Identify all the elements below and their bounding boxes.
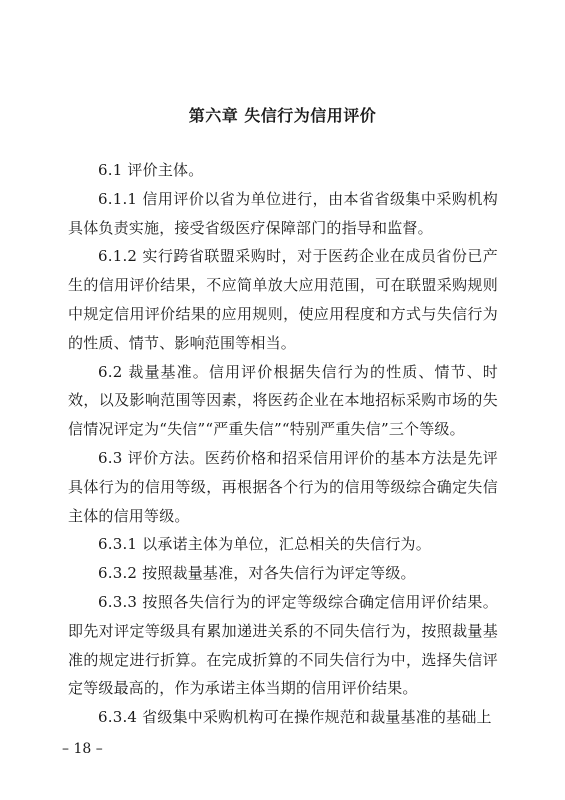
document-body — [68, 156, 498, 732]
page-number: – 18 – — [62, 741, 103, 757]
paragraph-6-2: 6.2 裁量基准。信用评价根据失信行为的性质、情节、时效，以及影响范围等因素，将医药企业在本地招标采购市场的失信情况评定为“失信”“严重失信”“特别严重失信”三个等级。 — [68, 362, 498, 439]
paragraph-6-1: 6.1 评价主体。 — [98, 161, 204, 179]
paragraph-6-3-2: 6.3.2 按照裁量基准，对各失信行为评定等级。 — [98, 564, 416, 583]
paragraph-6-3-4: 6.3.4 省级集中采购机构可在操作规范和裁量基准的基础上 — [98, 708, 492, 727]
chapter-title: 第六章 失信行为信用评价 — [188, 106, 377, 125]
paragraph-6-1-1: 6.1.1 信用评价以省为单位进行，由本省省级集中采购机构具体负责实施，接受省级医疗保障部门的指导和监督。 — [68, 189, 498, 237]
paragraph-6-3: 6.3 评价方法。医药价格和招采信用评价的基本方法是先评具体行为的信用等级，再根据各个行为的信用等级综合确定失信主体的信用等级。 — [68, 448, 498, 525]
paragraph-6-3-1: 6.3.1 以承诺主体为单位，汇总相关的失信行为。 — [98, 535, 431, 554]
paragraph-6-1-2: 6.1.2 实行跨省联盟采购时，对于医药企业在成员省份已产生的信用评价结果，不应简单放大应用范围，可在联盟采购规则中规定信用评价结果的应用规则，使应用程度和方式与失信行为的性质、情节、影响范围等相当。 — [68, 247, 498, 352]
paragraph-6-3-3: 6.3.3 按照各失信行为的评定等级综合确定信用评价结果。即先对评定等级具有累加递进关系的不同失信行为，按照裁量基准的规定进行折算。在完成折算的不同失信行为中，选择失信评定等级最高的，作为承诺主体当期的信用评价结果。 — [68, 592, 498, 698]
